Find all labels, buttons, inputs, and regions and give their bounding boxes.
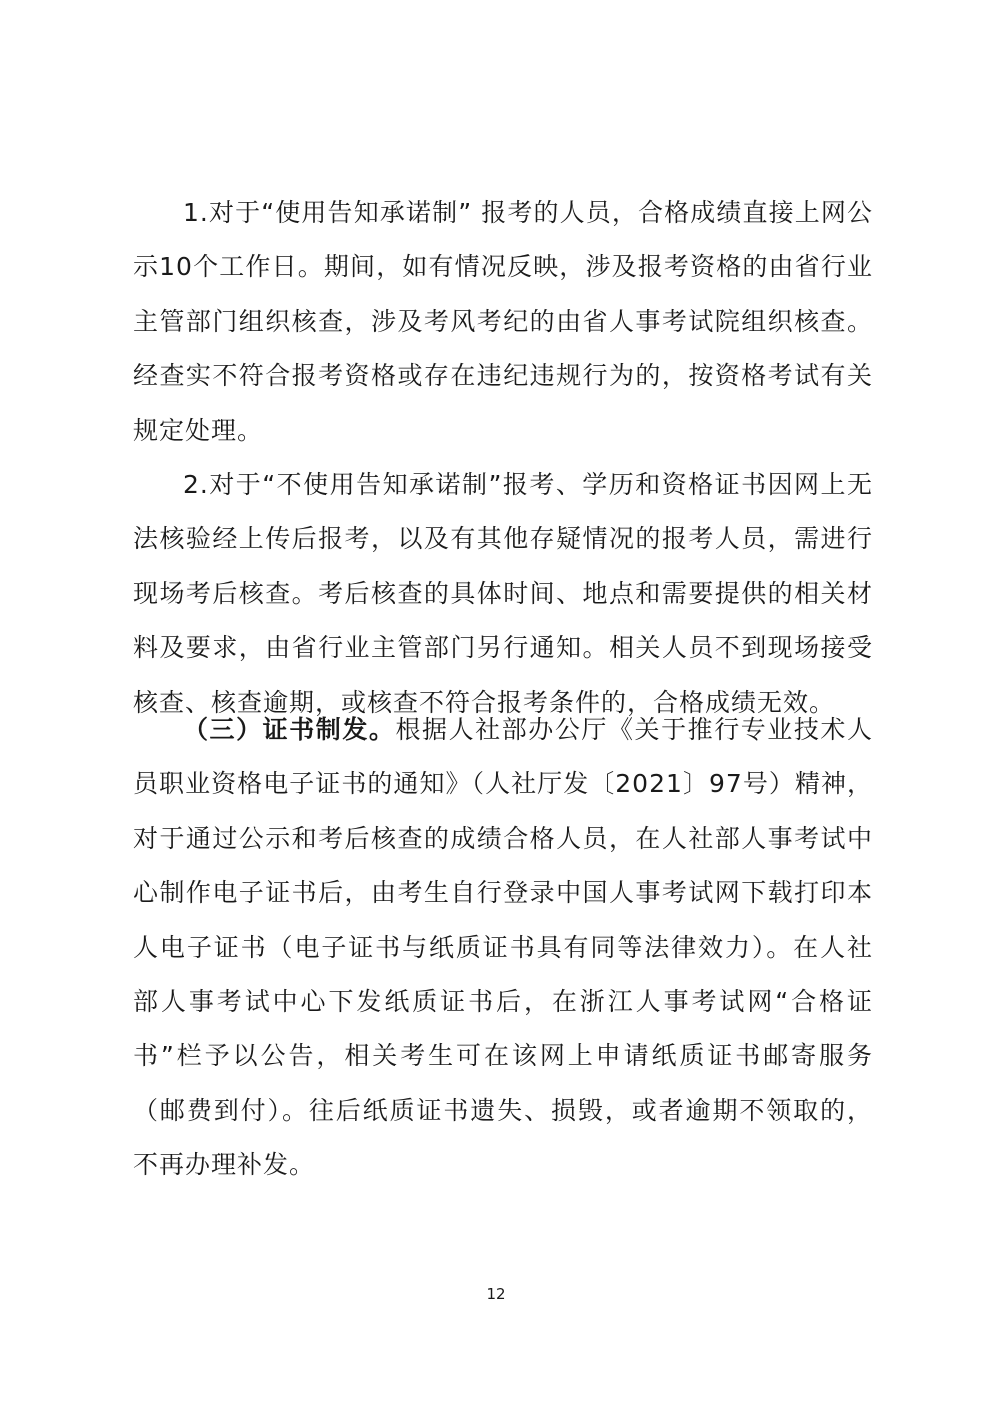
paragraph-3: [133, 703, 873, 1193]
paragraph-2-text: 2.对于“不使用告知承诺制”报考、学历和资格证书因网上无法核验经上传后报考，以及有其他存疑情况的报考人员，需进行现场考后核查。考后核查的具体时间、地点和需要提供的相关材料及要求，由省行业主管部门另行通知。相关人员不到现场接受核查、核查逾期，或核查不符合报考条件的，合格成绩无效。: [133, 470, 873, 717]
page-number: 12: [486, 1285, 506, 1303]
section-heading-certificate: （三）证书制发。: [183, 715, 396, 744]
paragraph-1: [133, 186, 873, 458]
paragraph-3-text: 根据人社部办公厅《关于推行专业技术人员职业资格电子证书的通知》（人社厅发〔2021〕97号）精神，对于通过公示和考后核查的成绩合格人员，在人社部人事考试中心制作电子证书后，由考生自行登录中国人事考试网下载打印本人电子证书（电子证书与纸质证书具有同等法律效力）。在人社部人事考试中心下发纸质证书后，在浙江人事考试网“合格证书”栏予以公告，相关考生可在该网上申请纸质证书邮寄服务（邮费到付）。往后纸质证书遗失、损毁，或者逾期不领取的，不再办理补发。: [133, 715, 873, 1180]
paragraph-1-text: 1.对于“使用告知承诺制” 报考的人员，合格成绩直接上网公示10个工作日。期间，如有情况反映，涉及报考资格的由省行业主管部门组织核查，涉及考风考纪的由省人事考试院组织核查。经查实不符合报考资格或存在违纪违规行为的，按资格考试有关规定处理。: [133, 198, 873, 445]
paragraph-2: [133, 458, 873, 730]
